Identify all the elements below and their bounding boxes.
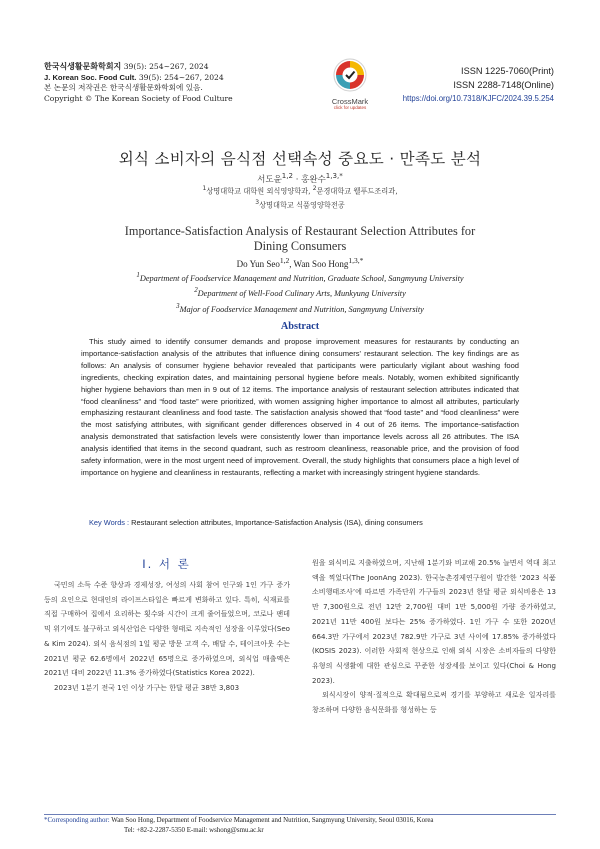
abstract-text: This study aimed to identify consumer demands and propose improvement measures for restaurants by conducting an importance-satisfaction analysis of the attributes that influence dining consumers' restaurant selection. The key findings are as follows: An analysis of consumer hygiene behavior revealed that participants were particularly vigilant about washing food ingredients, checking expiration dates, and maintaining personal hygiene before meals. Notably, women exhibited significantly higher hygiene behaviors than men in 9 out of 12 items. The importance analysis of restaurant selection attributes indicated that “food cleanliness” and “food taste” were prioritized, with women assigning higher importance to almost all attributes, particularly emphasizing restaurant cleanliness and food taste. The satisfaction analysis showed that “food taste” and “food cleanliness” were the most satisfying attributes, with significant gender differences observed in 4 out of 26 items. The importance-satisfaction analysis demonstrated that satisfaction levels were consistently lower than importance levels across all 26 attributes. The ISA analysis identified that items in the second quadrant, such as restroom cleanliness, reasonable price, and the provision of food safety information, were in the most urgent need of improvement. Overall, the study highlights that consumers place a high level of importance on hygiene and cleanliness in restaurants, reflecting a market with increasingly stringent hygiene standards.: [81, 337, 519, 477]
crossmark-label: CrossMark: [331, 97, 369, 106]
footnote-line-1: Wan Soo Hong, Department of Foodservice Management and Nutrition, Sangmyung University, Seoul 03016, Korea: [109, 817, 434, 824]
abstract-heading: Abstract: [280, 321, 320, 332]
affiliation-en-3: $^3$Major of Foodservice Manaqement and Nutrition, Sangmyung University: [176, 302, 424, 314]
citation-en: 39(5): 254~267, 2024: [136, 72, 224, 82]
authors-en: Do Yun Seo$^{1,2}$, Wan Soo Hong$^{1,3,*}$: [236, 256, 364, 269]
affiliation-en-1: $^1$Department of Foodservice Manaqement and Nutrition, Graduate School, Sangmyung University: [136, 272, 464, 283]
authors-ko: 서도윤$^{1,2}$ · 홍완수$^{1,3,*}$: [257, 171, 343, 185]
keywords-label: Key Words :: [89, 518, 130, 527]
body-column-left: [44, 578, 290, 696]
corresponding-author-footnote: [44, 816, 564, 836]
title-ko: 외식 소비자의 음식점 선택속성 중요도 · 만족도 분석: [118, 150, 482, 168]
title-en: [120, 224, 480, 254]
affiliation-ko-2: $^3$상명대학교 식품영양학전공: [255, 199, 345, 210]
issn-block: [354, 64, 554, 106]
section-heading-introduction: Ⅰ. 서 론: [142, 557, 191, 571]
copyright-ko: 본 논문의 저작권은 한국식생활문화학회에 있음.: [44, 83, 203, 92]
body-paragraph: 국민의 소득 수준 향상과 경제성장, 여성의 사회 참여 인구와 1인 가구 증가 등의 요인으로 현대인의 라이프스타일은 빠르게 변화하고 있다. 특히, 식재료를 직접 구매하여 집에서 요리하는 횟수와 시간이 크게 줄어들었으며, 코로나 팬데믹 위기에도 불구하고 외식산업은 다양한 형태로 지속적인 성장을 이루었다(Seo & Kim 2024). 외식 음식점의 1일 평균 방문 고객 수, 배달 수, 테이크아웃 수는 2021년 평균 62.6명에서 2022년 65명으로 증가하였으며, 외식업 매출액은 2021년 대비 2022년 11.3% 증가하였다(Statistics Korea 2022).: [44, 580, 290, 678]
issn-online: ISSN 2288-7148(Online): [453, 80, 554, 90]
doi-link[interactable]: https://doi.org/10.7318/KJFC/2024.39.5.254: [402, 94, 554, 103]
keywords: [89, 518, 529, 527]
citation-ko: 39(5): 254~267, 2024: [121, 62, 209, 71]
affiliations-ko: [0, 183, 600, 212]
affiliation-ko-1: $^1$상명대학교 대학원 외식영양학과, $^2$문경대학교 웰푸드조리과,: [202, 185, 398, 196]
crossmark-sub: click for updates: [333, 105, 367, 110]
issn-print: ISSN 1225-7060(Print): [461, 66, 554, 76]
copyright-en: Copyright © The Korean Society of Food Culture: [44, 93, 233, 103]
body-column-right: [312, 556, 556, 718]
body-paragraph: 2023년 1분기 전국 1인 이상 가구는 한달 평균 38만 3,803: [54, 682, 240, 692]
body-paragraph: 외식시장이 양적·질적으로 확대됨으로써 경기를 부양하고 새로운 일자리를 창조하며 다양한 음식문화를 형성하는 등: [312, 690, 556, 715]
journal-name-ko: 한국식생활문화학회지: [44, 62, 122, 71]
affiliation-en-2: $^2$Department of Well-Food Culinary Arts, Munkyung University: [194, 287, 406, 299]
footnote-line-2: Tel: +82-2-2287-5350 E-mail: wshong@smu.ac.kr: [124, 827, 264, 834]
footnote-divider: [44, 814, 556, 815]
journal-header: [44, 62, 294, 104]
keywords-text: Restaurant selection attributes, Importance-Satisfaction Analysis (ISA), dining consumers: [129, 518, 423, 527]
body-paragraph: 원을 외식비로 지출하였으며, 지난해 1분기와 비교해 20.5% 늘면서 역대 최고액을 찍었다(The JoonAng 2023). 한국농촌경제연구원이 발간한 ‘2023 식품소비행태조사’에 따르면 가족단위 가구들의 2023년 한달 평균 외식비용은 13만 7,300원으로 전년 12만 2,700원 대비 1만 5,000원 가량 증가하였고, 2021년 11만 400원 보다는 25% 증가하였다. 1인 가구 수 또한 2020년 664.3만 가구에서 2023년 782.9만 가구로 3년 사이에 17.85% 증가하였다(KOSIS 2023). 이러한 사회적 현상으로 인해 외식 시장은 소비자들의 다양한 유형의 식생활에 대한 관심으로 꾸준한 성장세를 보이고 있다(Choi & Hong 2023).: [312, 558, 556, 685]
affiliations-en: [0, 270, 600, 316]
journal-name-en: J. Korean Soc. Food Cult.: [44, 72, 137, 82]
title-en-line-1: Importance-Satisfaction Analysis of Restaurant Selection Attributes for: [124, 224, 476, 238]
title-en-line-2: Dining Consumers: [253, 239, 347, 253]
footnote-label: *Corresponding author:: [44, 817, 110, 824]
